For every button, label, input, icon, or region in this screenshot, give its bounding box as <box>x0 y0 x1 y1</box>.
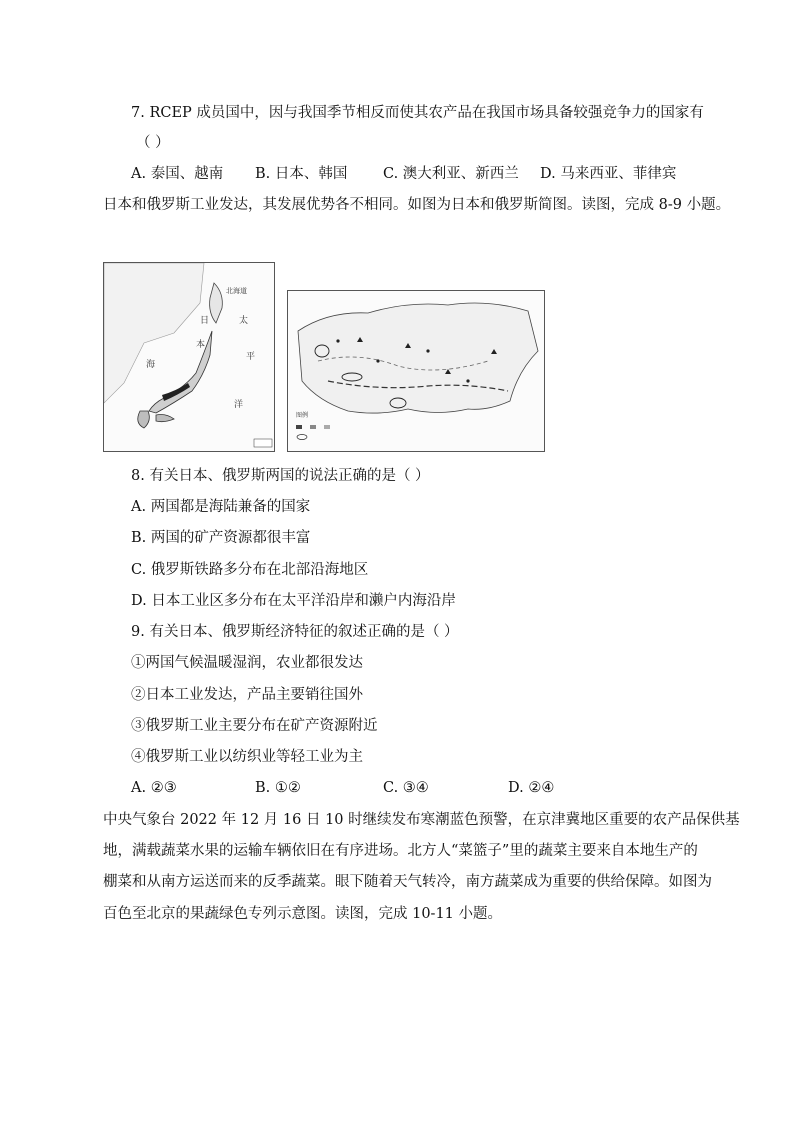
russia-map-svg <box>288 291 544 451</box>
label-hai: 海 <box>146 360 156 370</box>
legend-title: 图例 <box>296 412 309 419</box>
q8-option-d: D. 日本工业区多分布在太平洋沿岸和濑户内海沿岸 <box>131 593 456 609</box>
japan-map <box>103 262 275 452</box>
q7-stem-line1: 7. RCEP 成员国中，因与我国季节相反而使其农产品在我国市场具备较强竞争力的国家有 <box>131 105 704 121</box>
legend-swatch-shape <box>324 425 330 429</box>
q8-option-b: B. 两国的矿产资源都很丰富 <box>131 530 311 546</box>
q9-option-d: D. ②④ <box>508 780 555 796</box>
city-dot-shape <box>336 339 339 342</box>
q9-statement-2: ②日本工业发达，产品主要销往国外 <box>131 687 363 703</box>
q7-option-c: C. 澳大利亚、新西兰 <box>383 166 519 182</box>
legend-swatch-shape <box>296 425 302 429</box>
q7-stem-line2: （ ） <box>136 135 170 151</box>
intro-10-11-line1: 中央气象台 2022 年 12 月 16 日 10 时继续发布寒潮蓝色预警，在京津冀地区重要的农产品保供基 <box>103 812 740 828</box>
label-yang: 洋 <box>234 400 244 410</box>
hokkaido-shape <box>210 283 223 323</box>
label-ri: 日 <box>200 316 210 326</box>
q9-option-a: A. ②③ <box>131 780 177 796</box>
label-ping: 平 <box>246 352 256 362</box>
japan-map-legend-box <box>254 439 272 447</box>
label-hokkaido: 北海道 <box>226 287 247 295</box>
intro-10-11-line2: 地，满载蔬菜水果的运输车辆依旧在有序进场。北方人“菜篮子”里的蔬菜主要来自本地生产的 <box>103 843 698 859</box>
city-dot-shape <box>376 359 379 362</box>
q7-option-b: B. 日本、韩国 <box>255 166 348 182</box>
label-tai: 太 <box>239 316 249 326</box>
japan-map-svg <box>104 263 274 451</box>
city-dot-shape <box>426 349 429 352</box>
q7-option-a: A. 泰国、越南 <box>131 166 224 182</box>
intro-8-9: 日本和俄罗斯工业发达，其发展优势各不相同。如图为日本和俄罗斯简图。读图，完成 8-9 小题。 <box>103 197 731 213</box>
q9-option-c: C. ③④ <box>383 780 429 796</box>
q8-option-c: C. 俄罗斯铁路多分布在北部沿海地区 <box>131 562 369 578</box>
q9-statement-3: ③俄罗斯工业主要分布在矿产资源附近 <box>131 718 378 734</box>
q9-statement-1: ①两国气候温暖湿润，农业都很发达 <box>131 655 363 671</box>
legend-swatch-shape <box>310 425 316 429</box>
russia-map <box>287 290 545 452</box>
q9-stem: 9. 有关日本、俄罗斯经济特征的叙述正确的是（ ） <box>131 624 459 640</box>
legend-industrial-shape <box>297 435 307 440</box>
intro-10-11-line4: 百色至北京的果蔬绿色专列示意图。读图，完成 10-11 小题。 <box>103 906 503 922</box>
q8-option-a: A. 两国都是海陆兼备的国家 <box>131 499 311 515</box>
q9-option-b: B. ①② <box>255 780 301 796</box>
q9-statement-4: ④俄罗斯工业以纺织业等轻工业为主 <box>131 749 363 765</box>
shikoku-shape <box>156 415 174 422</box>
kyushu-shape <box>138 411 150 428</box>
intro-10-11-line3: 棚菜和从南方运送而来的反季蔬菜。眼下随着天气转冷，南方蔬菜成为重要的供给保障。如图为 <box>103 874 712 890</box>
q8-stem: 8. 有关日本、俄罗斯两国的说法正确的是（ ） <box>131 468 430 484</box>
q7-option-d: D. 马来西亚、菲律宾 <box>540 166 677 182</box>
city-dot-shape <box>466 379 469 382</box>
maps-figure <box>103 262 543 452</box>
label-ben: 本 <box>196 340 206 350</box>
